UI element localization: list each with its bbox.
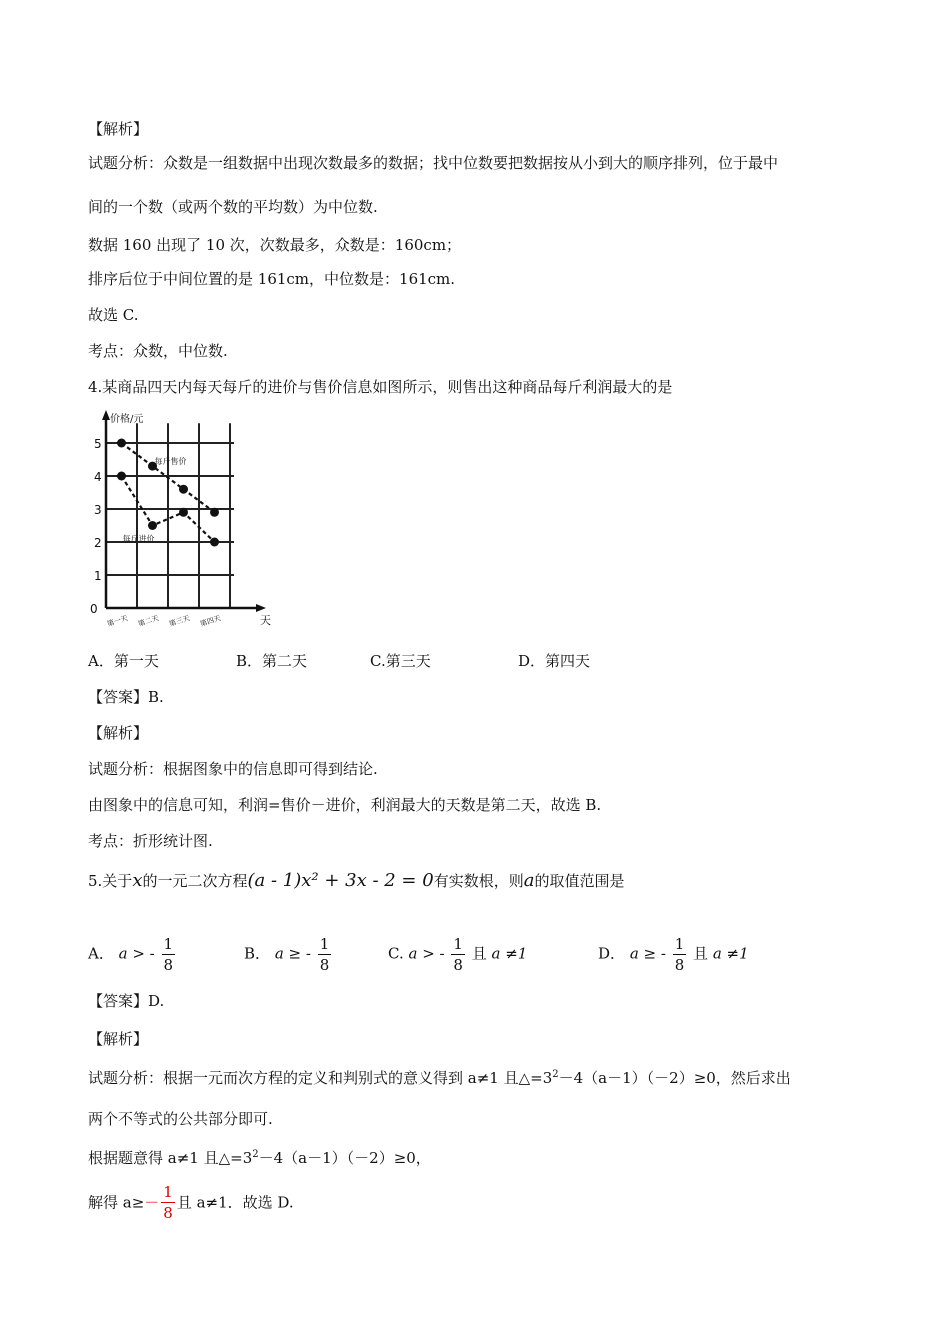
kaodian-text: 考点：众数，中位数. [88,342,228,360]
question-4-options [88,650,788,672]
answer-label: 【答案】B. [88,688,164,706]
solution-suffix: 且 a≠1．故选 D. [176,1193,294,1212]
x-axis-arrow [256,604,266,612]
fraction-numerator: 1 [453,935,463,953]
detail-part-a: 根据题意得 a≠1 且△=3 [88,1149,253,1167]
section-heading: 【解析】 [88,120,149,138]
fraction-numerator: 1 [163,935,174,953]
question-4-stem: 4.某商品四天内每天每斤的进价与售价信息如图所示，则售出这种商品每斤利润最大的是 [88,378,673,396]
section-heading: 【解析】 [88,724,149,742]
x-tick-label: 第四天 [199,614,222,629]
analysis-detail: 由图象中的信息可知，利润=售价－进价，利润最大的天数是第二天，故选 B. [88,796,602,814]
series-label: 每斤售价 [154,457,187,467]
choice-text: 故选 C. [88,306,139,324]
option-c-cond: a ≠1 [491,944,528,963]
option-d[interactable]: D．第四天 [518,652,591,670]
data-point [117,472,126,481]
red-fraction [161,1182,175,1223]
data-point [117,439,126,448]
option-d-expr: a ≥ - [629,944,666,963]
superscript: 2 [552,1069,559,1080]
option-d-cond: a ≠1 [712,944,749,963]
superscript: 2 [252,1149,259,1160]
x-tick-label: 第二天 [137,614,160,629]
mode-explanation: 数据 160 出现了 10 次，次数最多，众数是：160cm； [88,236,462,254]
stem-prefix: 5.关于 [88,872,133,890]
stem-mid: 的一元二次方程 [142,872,248,890]
fraction-denominator: 8 [163,956,174,974]
fraction [451,934,465,975]
y-axis-arrow [102,410,110,420]
option-a[interactable]: A．第一天 [88,652,159,670]
y-tick-label: 5 [94,437,102,451]
question-5-options [88,930,808,976]
y-tick-label: 0 [90,602,98,616]
option-d[interactable] [598,934,749,975]
solution-prefix: 解得 a≥ [88,1193,145,1212]
var-x: x [132,870,143,891]
fraction-denominator: 8 [453,956,463,974]
option-a-expr: a > - [118,944,155,963]
analysis-text [88,1064,791,1089]
chart-labels [90,412,271,628]
option-a-label: A． [88,944,114,963]
option-c[interactable]: C.第三天 [370,652,431,670]
data-point [148,521,157,530]
option-c-tail: 且 [471,944,487,963]
stem-suffix: 的取值范围是 [534,872,625,890]
fraction-numerator: 1 [163,1183,173,1201]
y-tick-label: 2 [94,536,102,550]
solution-line [88,1182,294,1228]
option-c-expr: a > - [408,944,445,963]
analysis-text: 试题分析：众数是一组数据中出现次数最多的数据；找中位数要把数据按从小到大的顺序排列，位于最中 [88,154,779,172]
analysis-detail [88,1144,431,1169]
option-b-expr: a ≥ - [274,944,311,963]
option-b-label: B． [244,944,271,963]
option-c[interactable] [388,934,527,975]
question-5-stem [88,870,624,892]
answer-label: 【答案】D. [88,992,165,1010]
option-d-label: D． [598,944,626,963]
kaodian-text: 考点：折形统计图. [88,832,213,850]
analysis-text-continued: 间的一个数（或两个数的平均数）为中位数. [88,198,378,216]
equation: (a - 1)x² + 3x - 2 = 0 [247,870,434,891]
analysis-text: 试题分析：根据图象中的信息即可得到结论. [88,760,378,778]
option-d-tail: 且 [693,944,709,963]
fraction-denominator: 8 [163,1204,173,1222]
option-a[interactable] [88,934,177,975]
x-tick-label: 第三天 [168,614,191,629]
analysis-text-continued: 两个不等式的公共部分即可. [88,1110,273,1128]
detail-part-b: －4（a－1）（－2）≥0， [258,1149,431,1167]
option-b[interactable]: B．第二天 [236,652,308,670]
y-axis-label: 价格/元 [110,414,144,425]
analysis-part-b: －4（a－1）（－2）≥0，然后求出 [558,1069,791,1087]
red-minus: － [144,1193,160,1212]
fraction-denominator: 8 [674,956,685,974]
stem-mid2: 有实数根，则 [433,872,524,890]
x-axis-label: 天 [260,614,271,627]
y-tick-label: 4 [94,470,102,484]
data-point [210,508,219,517]
option-b[interactable] [244,934,333,975]
data-point [179,508,188,517]
fraction-denominator: 8 [319,956,330,974]
option-c-label: C. [388,944,404,963]
fraction [673,934,687,975]
x-tick-label: 第一天 [106,614,129,629]
analysis-part-a: 试题分析：根据一元而次方程的定义和判别式的意义得到 a≠1 且△=3 [88,1069,553,1087]
median-explanation: 排序后位于中间位置的是 161cm，中位数是：161cm. [88,270,456,288]
y-tick-label: 3 [94,503,102,517]
fraction [162,934,176,975]
var-a: a [523,870,535,891]
y-tick-label: 1 [94,569,102,583]
section-heading: 【解析】 [88,1030,149,1048]
fraction-numerator: 1 [319,935,330,953]
data-point [210,538,219,547]
data-point [179,485,188,494]
fraction-numerator: 1 [674,935,685,953]
price-line-chart [86,408,276,638]
fraction [318,934,332,975]
series-label: 每斤进价 [122,534,155,544]
